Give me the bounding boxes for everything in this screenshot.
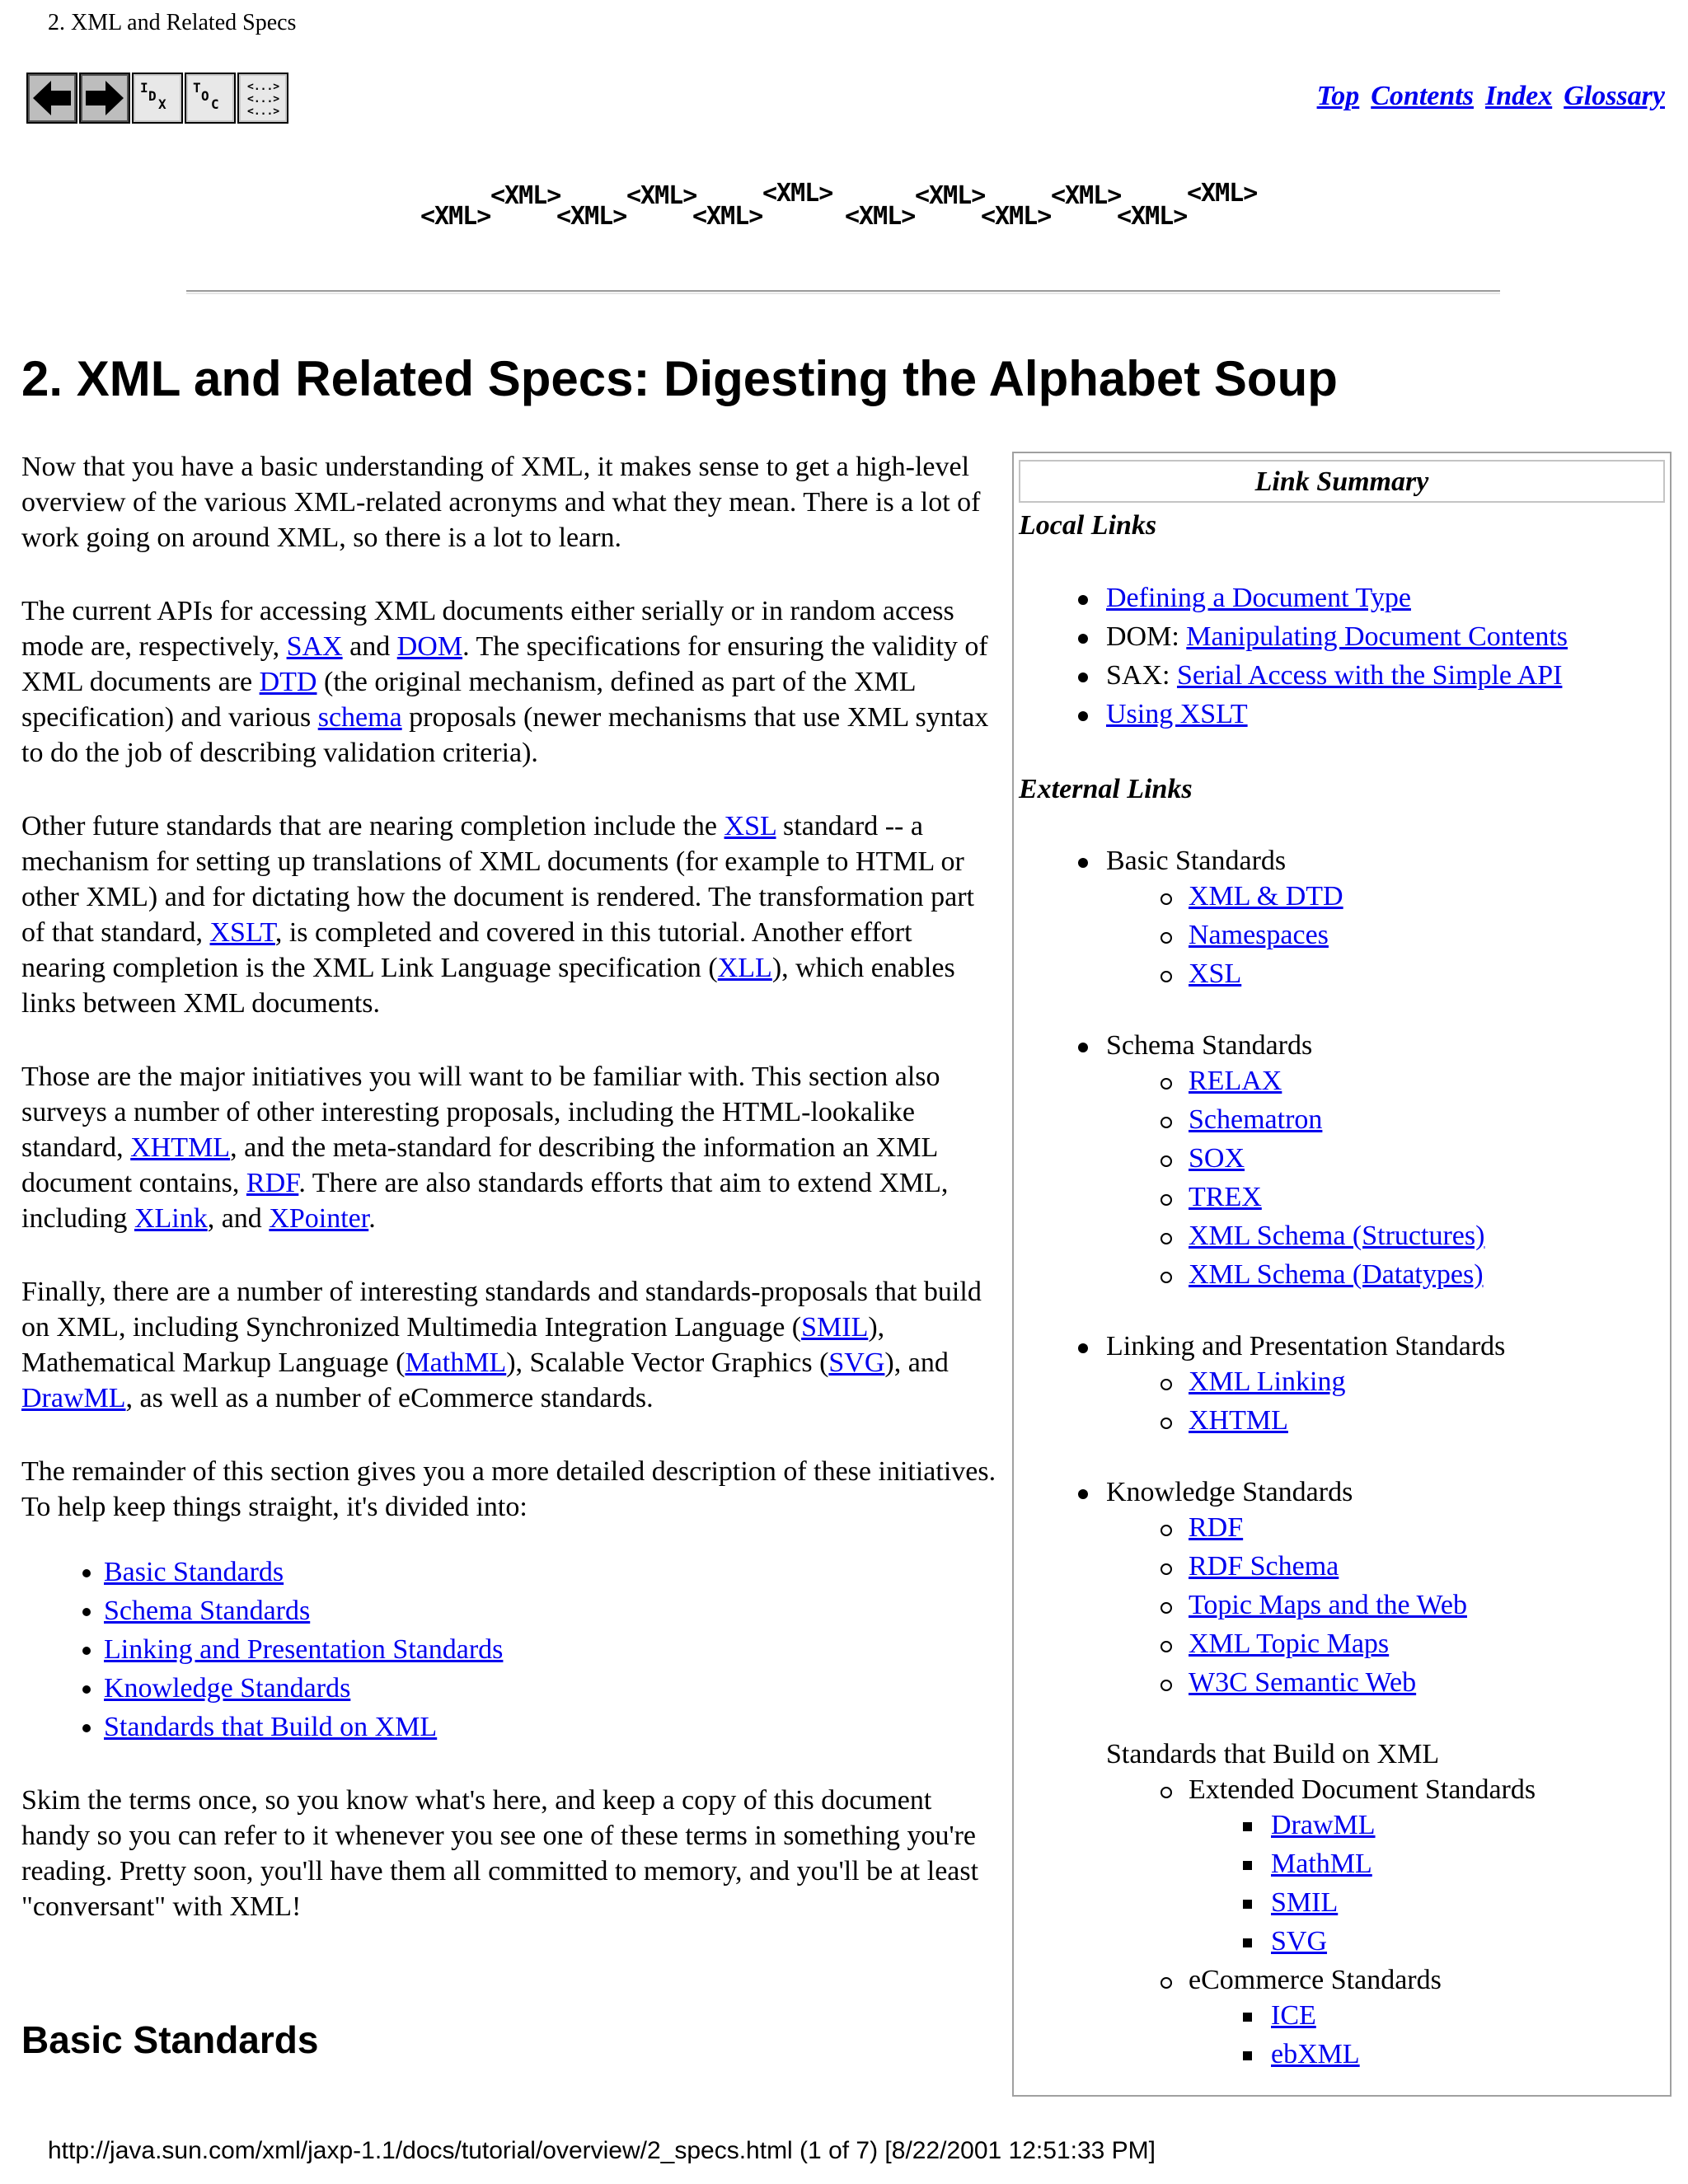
prev-arrow-icon	[30, 76, 74, 120]
text: and	[342, 631, 397, 662]
list-item	[1189, 1586, 1670, 1624]
skim-paragraph: Skim the terms once, so you know what's here, and keep a copy of this document handy so you can refer to it whenever you see one of these terms in something you're reading. Pretty soon, you'll have them all committed to memory, and you'll be at least "conversant" with XML!	[21, 1785, 979, 1922]
svg-text:D: D	[148, 88, 157, 104]
initiatives-paragraph	[21, 1059, 1002, 1236]
smil-link[interactable]: SMIL	[801, 1312, 869, 1343]
text: DOM:	[1106, 621, 1187, 652]
ext-link-sox[interactable]: SOX	[1189, 1143, 1245, 1174]
list-item	[1106, 841, 1670, 993]
ext-link-xsl[interactable]: XSL	[1189, 958, 1242, 989]
contents-link[interactable]: Contents	[1371, 81, 1474, 111]
svg-text:X: X	[158, 96, 166, 112]
ext-link-ice[interactable]: ICE	[1271, 2000, 1316, 2031]
nav-toolbar	[26, 73, 288, 125]
ext-link-xml-linking[interactable]: XML Linking	[1189, 1366, 1346, 1397]
xml-tags-icon	[241, 76, 285, 120]
index-link[interactable]: Index	[1484, 81, 1553, 111]
svg-text:I: I	[140, 80, 148, 96]
apis-paragraph	[21, 593, 1002, 771]
text: ), which enables links between XML documents.	[21, 953, 955, 1019]
toc-link-schema[interactable]: Schema Standards	[104, 1596, 311, 1626]
list-item	[1189, 1255, 1670, 1294]
text: Other future standards that are nearing completion include the	[21, 811, 724, 841]
xll-link[interactable]: XLL	[717, 953, 772, 983]
list-item	[1106, 1473, 1670, 1702]
list-item	[1271, 1922, 1670, 1961]
top-links	[1317, 81, 1665, 112]
xml-tag: <XML>	[556, 202, 627, 231]
list-item	[1271, 1883, 1670, 1922]
index-button[interactable]	[132, 73, 183, 124]
list-item	[1189, 1062, 1670, 1100]
svg-text:<...>: <...>	[247, 105, 280, 118]
dtd-link[interactable]: DTD	[259, 667, 317, 697]
text: (the original mechanism, defined as part of the XML specification) and various	[21, 667, 916, 733]
ext-link-drawml[interactable]: DrawML	[1271, 1810, 1376, 1840]
ext-link-xml-schema-structures[interactable]: XML Schema (Structures)	[1189, 1221, 1485, 1251]
xml-tag: <XML>	[1117, 202, 1188, 231]
xml-tag: <XML>	[845, 202, 916, 231]
svg-link[interactable]: SVG	[828, 1347, 885, 1378]
text: .	[368, 1203, 376, 1234]
list-item	[1189, 1139, 1670, 1178]
group-label-knowledge: Knowledge Standards	[1106, 1477, 1353, 1507]
toc-icon	[188, 76, 232, 120]
xml-button[interactable]	[237, 73, 288, 124]
list-item	[104, 1709, 1002, 1745]
xml-tag: <XML>	[1187, 179, 1258, 208]
list-item	[1189, 916, 1670, 954]
build-on-xml-paragraph	[21, 1274, 1002, 1416]
list-item	[1189, 1961, 1670, 2074]
list-item	[1189, 1178, 1670, 1216]
list-item	[1271, 1996, 1670, 2035]
svg-text:O: O	[201, 88, 209, 104]
link-summary-title: Link Summary	[1019, 460, 1665, 503]
link-summary-box	[1012, 452, 1672, 2097]
linking-standards-sublist	[1189, 1362, 1670, 1440]
xlink-link[interactable]: XLink	[134, 1203, 208, 1234]
list-item	[1189, 954, 1670, 993]
build-standards-sublist	[1189, 1770, 1670, 2074]
next-arrow-icon	[82, 76, 127, 120]
list-item	[1189, 1624, 1670, 1663]
text: standard -- a mechanism for setting up translations of XML documents (for example to HTML or other XML) and for dictating how the document is rendered. The transformation part of that standard,	[21, 811, 974, 948]
intro-paragraph: Now that you have a basic understanding of XML, it makes sense to get a high-level overview of the various XML-related acronyms and what they mean. There is a lot of work going on around XML, so there is a lot to learn.	[21, 452, 981, 553]
text: The current APIs for accessing XML documents either serially or in random access mode are, respectively,	[21, 596, 954, 662]
xml-tag: <XML>	[981, 202, 1052, 231]
list-item	[1106, 695, 1670, 733]
group-label-basic: Basic Standards	[1106, 846, 1287, 876]
ext-link-relax[interactable]: RELAX	[1189, 1066, 1282, 1096]
index-icon	[135, 76, 180, 120]
list-item	[1189, 1100, 1670, 1139]
local-link-document-type[interactable]: Defining a Document Type	[1106, 583, 1411, 613]
next-button[interactable]	[79, 73, 130, 124]
ext-link-mathml[interactable]: MathML	[1271, 1849, 1372, 1879]
ext-link-svg[interactable]: SVG	[1271, 1926, 1328, 1957]
ecommerce-sublist	[1271, 1996, 1670, 2074]
glossary-link[interactable]: Glossary	[1564, 81, 1665, 111]
toc-link-basic[interactable]: Basic Standards	[104, 1557, 284, 1587]
extended-document-sublist	[1271, 1806, 1670, 1961]
group-label-schema: Schema Standards	[1106, 1030, 1313, 1061]
list-item	[1189, 1547, 1670, 1586]
text: ), and	[884, 1347, 949, 1378]
list-item	[1271, 1844, 1670, 1883]
list-item	[1106, 579, 1670, 617]
svg-text:C: C	[211, 96, 219, 112]
xml-banner	[420, 177, 1278, 235]
external-links-list	[1106, 841, 1670, 2074]
ext-link-xhtml[interactable]: XHTML	[1189, 1405, 1288, 1436]
ext-link-xml-schema-datatypes[interactable]: XML Schema (Datatypes)	[1189, 1259, 1484, 1290]
print-footer: http://java.sun.com/xml/jaxp-1.1/docs/tutorial/overview/2_specs.html (1 of 7) [8/22/2001 12:51:33 PM]	[48, 2137, 1156, 2164]
mathml-link[interactable]: MathML	[405, 1347, 507, 1378]
future-standards-paragraph	[21, 808, 1002, 1021]
local-link-sax[interactable]: Serial Access with the Simple API	[1176, 660, 1563, 691]
list-item	[1189, 1401, 1670, 1440]
ext-link-rdf[interactable]: RDF	[1189, 1512, 1244, 1543]
xhtml-link[interactable]: XHTML	[130, 1132, 231, 1163]
list-item	[1189, 1770, 1670, 1961]
dom-link[interactable]: DOM	[396, 631, 463, 662]
local-link-dom[interactable]: Manipulating Document Contents	[1186, 621, 1568, 652]
list-item	[104, 1671, 1002, 1706]
list-item	[1106, 617, 1670, 656]
ext-link-smil[interactable]: SMIL	[1271, 1887, 1339, 1918]
toc-link-knowledge[interactable]: Knowledge Standards	[104, 1673, 351, 1704]
text: , and	[207, 1203, 270, 1234]
list-item	[1271, 2035, 1670, 2074]
xml-tag: <XML>	[490, 181, 561, 210]
toc-button[interactable]	[185, 73, 236, 124]
list-item	[1106, 1026, 1670, 1294]
section-toc	[21, 1554, 1002, 1745]
rdf-link[interactable]: RDF	[246, 1168, 299, 1198]
xml-tag: <XML>	[420, 202, 491, 231]
remainder-paragraph: The remainder of this section gives you a more detailed description of these initiatives. To help keep things straight, it's divided into:	[21, 1456, 996, 1522]
list-item	[1106, 656, 1670, 695]
sax-link[interactable]: SAX	[286, 631, 343, 662]
list-item	[1189, 1508, 1670, 1547]
list-item	[104, 1632, 1002, 1667]
knowledge-standards-sublist	[1189, 1508, 1670, 1702]
group-label-linking: Linking and Presentation Standards	[1106, 1331, 1506, 1361]
text: . There are also standards efforts that aim to extend XML, including	[21, 1168, 949, 1234]
page-title: 2. XML and Related Specs: Digesting the Alphabet Soup	[21, 351, 1338, 406]
schema-link[interactable]: schema	[317, 702, 402, 733]
ext-link-w3c-semantic-web[interactable]: W3C Semantic Web	[1189, 1667, 1417, 1698]
ext-link-trex[interactable]: TREX	[1189, 1182, 1262, 1212]
external-links-heading: External Links	[1019, 774, 1193, 804]
text: , is completed and covered in this tutorial. Another effort nearing completion is the XML Link Language specification (	[21, 917, 912, 983]
list-item	[1106, 1735, 1670, 2074]
xml-tag: <XML>	[692, 202, 763, 231]
text: Those are the major initiatives you will want to be familiar with. This section also surveys a number of other interesting proposals, including the HTML-lookalike standard,	[21, 1062, 940, 1163]
text: , and the meta-standard for describing the information an XML document contains,	[21, 1132, 937, 1198]
ext-link-rdf-schema[interactable]: RDF Schema	[1189, 1551, 1339, 1582]
ext-link-xml-topic-maps[interactable]: XML Topic Maps	[1189, 1629, 1390, 1659]
ext-link-ebxml[interactable]: ebXML	[1271, 2039, 1360, 2069]
list-item	[104, 1554, 1002, 1590]
group-label-ecommerce: eCommerce Standards	[1189, 1965, 1442, 1995]
ext-link-schematron[interactable]: Schematron	[1189, 1104, 1323, 1135]
print-header: 2. XML and Related Specs	[48, 10, 297, 35]
svg-text:T: T	[193, 80, 201, 96]
xml-tag: <XML>	[626, 181, 697, 210]
list-item	[1189, 1362, 1670, 1401]
schema-standards-sublist	[1189, 1062, 1670, 1294]
svg-text:<...>: <...>	[247, 93, 280, 105]
text: ), Scalable Vector Graphics (	[506, 1347, 829, 1378]
svg-text:<...>: <...>	[247, 81, 280, 93]
group-label-build: Standards that Build on XML	[1106, 1739, 1440, 1769]
xsl-link[interactable]: XSL	[724, 811, 776, 841]
main-content	[21, 449, 1002, 1962]
text: . The specifications for ensuring the validity of XML documents are	[21, 631, 988, 697]
text: SAX:	[1106, 660, 1177, 691]
drawml-link[interactable]: DrawML	[21, 1383, 126, 1413]
xpointer-link[interactable]: XPointer	[269, 1203, 369, 1234]
local-links-list	[1106, 579, 1670, 733]
xml-tag: <XML>	[762, 179, 833, 208]
text: proposals (newer mechanisms that use XML syntax to do the job of describing validation criteria).	[21, 702, 989, 768]
local-links-heading: Local Links	[1019, 510, 1157, 541]
list-item	[104, 1593, 1002, 1629]
horizontal-rule	[186, 290, 1500, 294]
toc-link-build[interactable]: Standards that Build on XML	[104, 1712, 438, 1742]
ext-link-xml-dtd[interactable]: XML & DTD	[1189, 881, 1343, 912]
prev-button[interactable]	[26, 73, 77, 124]
text: ), Mathematical Markup Language (	[21, 1312, 885, 1378]
list-item	[1271, 1806, 1670, 1844]
ext-link-topic-maps-web[interactable]: Topic Maps and the Web	[1189, 1590, 1467, 1620]
text: , as well as a number of eCommerce standards.	[125, 1383, 654, 1413]
ext-link-namespaces[interactable]: Namespaces	[1189, 920, 1329, 950]
group-label-extended-document: Extended Document Standards	[1189, 1774, 1536, 1805]
toc-link-linking[interactable]: Linking and Presentation Standards	[104, 1634, 504, 1665]
xslt-link[interactable]: XSLT	[209, 917, 275, 948]
list-item	[1189, 1216, 1670, 1255]
xml-tag: <XML>	[915, 181, 986, 210]
list-item	[1189, 877, 1670, 916]
list-item	[1106, 1327, 1670, 1440]
basic-standards-sublist	[1189, 877, 1670, 993]
section-heading-basic-standards: Basic Standards	[21, 2018, 319, 2061]
list-item	[1189, 1663, 1670, 1702]
top-link[interactable]: Top	[1316, 81, 1360, 111]
local-link-xslt[interactable]: Using XSLT	[1106, 699, 1248, 729]
xml-tag: <XML>	[1051, 181, 1122, 210]
text: Finally, there are a number of interesting standards and standards-proposals that build on XML, including Synchronized Multimedia Integration Language (	[21, 1277, 982, 1343]
